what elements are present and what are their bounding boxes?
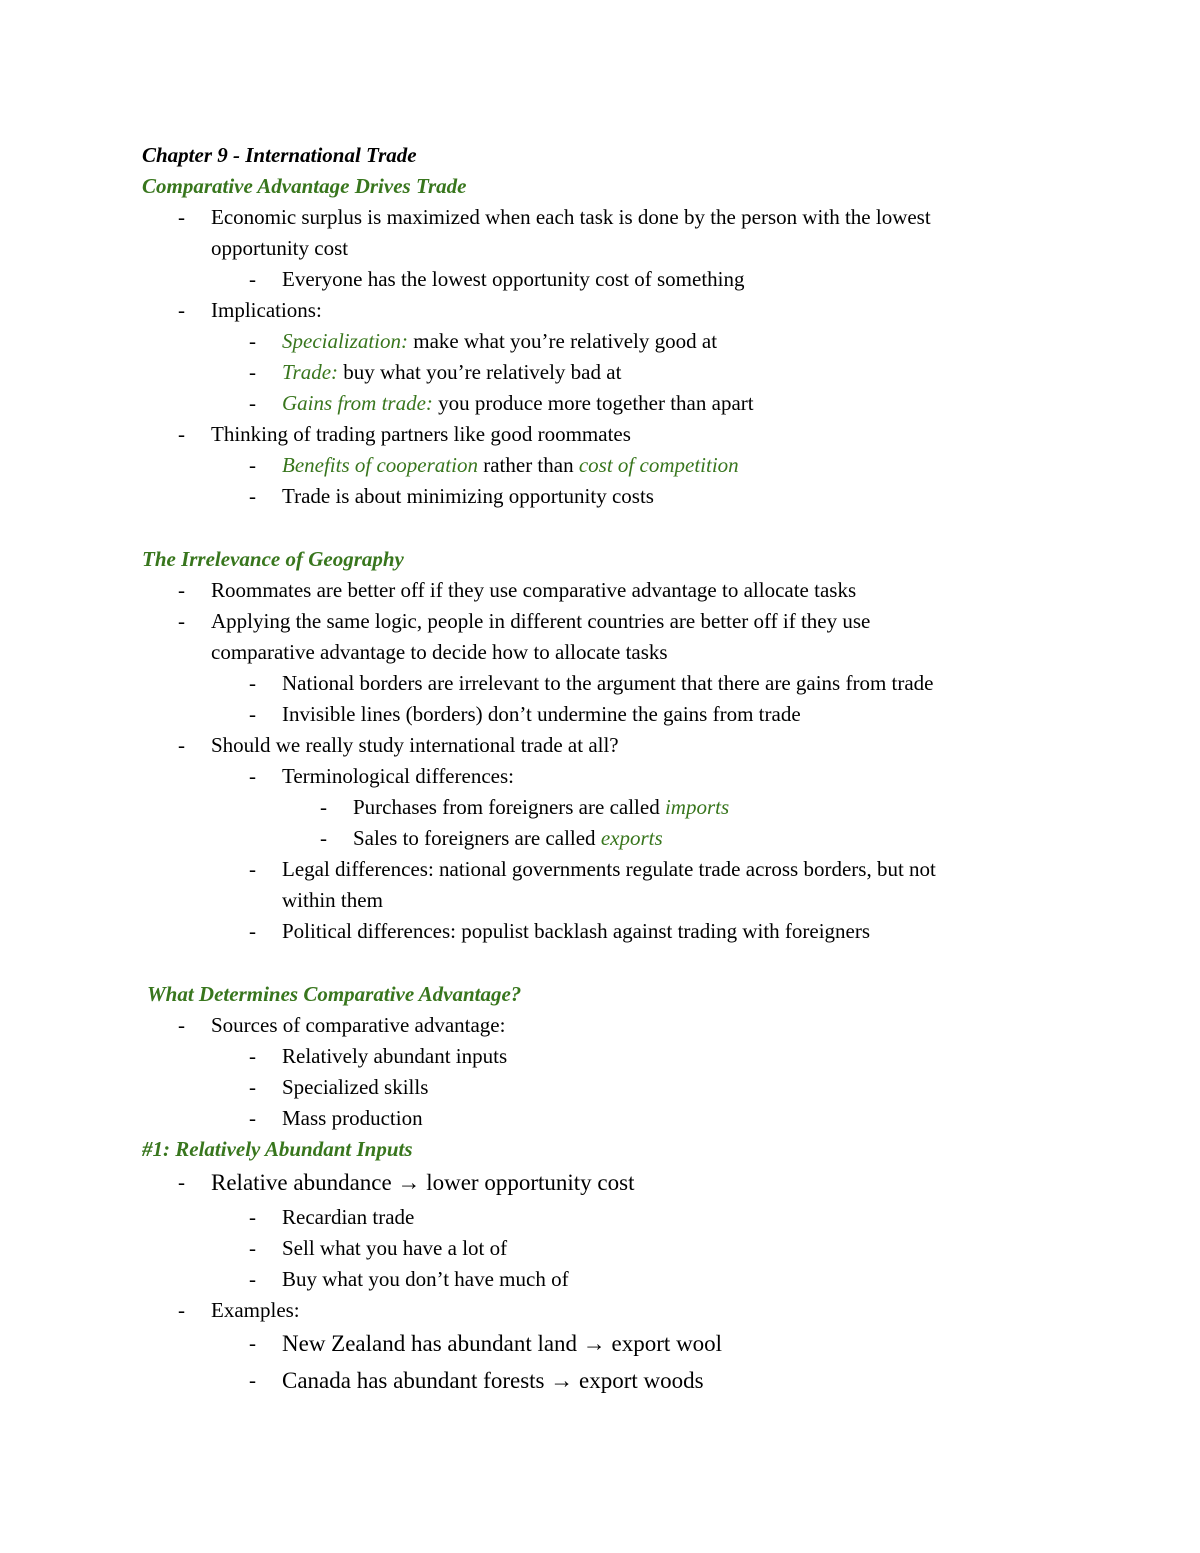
sub-bullet-text: New Zealand has abundant land → export wool [282, 1331, 723, 1356]
sub-bullet-gains-from-trade [282, 388, 754, 419]
bullet-text: Thinking of trading partners like good roommates [211, 422, 631, 446]
term-exports: exports [600, 826, 663, 850]
sub-sub-bullet-exports [353, 823, 663, 854]
sub-bullet-text: Trade is about minimizing opportunity costs [282, 484, 654, 508]
bullet-dash: - [178, 422, 185, 446]
term-definition: make what you’re relatively good at [407, 329, 718, 353]
bullet-text: Roommates are better off if they use comparative advantage to allocate tasks [211, 578, 857, 602]
sub-sub-bullet-imports [353, 792, 729, 823]
bullet-text: Sources of comparative advantage: [211, 1013, 506, 1037]
term-imports: imports [664, 795, 730, 819]
section-heading-comparative-advantage: Comparative Advantage Drives Trade [142, 174, 467, 198]
bullet-dash: - [249, 1075, 256, 1099]
sub-bullet-text: Canada has abundant forests → export woods [282, 1368, 704, 1393]
bullet-dash: - [249, 919, 256, 943]
bullet-text: Implications: [211, 298, 322, 322]
bullet-dash: - [249, 1106, 256, 1130]
bullet-dash: - [249, 1267, 256, 1291]
bullet-dash: - [178, 1170, 185, 1194]
bullet-dash: - [249, 857, 256, 881]
bullet-dash: - [249, 1044, 256, 1068]
bullet-dash: - [249, 764, 256, 788]
sub-bullet-text: National borders are irrelevant to the argument that there are gains from trade [282, 671, 934, 695]
bullet-dash: - [249, 484, 256, 508]
sub-bullet-text: Mass production [282, 1106, 423, 1130]
sub-bullet-text: Specialized skills [282, 1075, 429, 1099]
section-heading-irrelevance-of-geography: The Irrelevance of Geography [142, 547, 404, 571]
sub-bullet-text: Everyone has the lowest opportunity cost of something [282, 267, 745, 291]
term-trade: Trade: [282, 360, 339, 384]
bullet-dash: - [178, 1298, 185, 1322]
bullet-dash: - [178, 205, 185, 229]
term-gains-from-trade: Gains from trade: [282, 391, 433, 415]
sub-bullet-text-continued: within them [282, 888, 383, 912]
sub-bullet-text: Political differences: populist backlash against trading with foreigners [282, 919, 871, 943]
bullet-text: Applying the same logic, people in different countries are better off if they use [211, 609, 871, 633]
section-heading-what-determines: What Determines Comparative Advantage? [147, 982, 522, 1006]
term-definition: you produce more together than apart [432, 391, 754, 415]
bullet-dash: - [249, 267, 256, 291]
sub-bullet-text: Invisible lines (borders) don’t undermine the gains from trade [282, 702, 801, 726]
section-heading-abundant-inputs: #1: Relatively Abundant Inputs [142, 1137, 413, 1161]
connector-text: rather than [477, 453, 579, 477]
term-benefits-of-cooperation: Benefits of cooperation [282, 453, 478, 477]
sub-bullet-text: Sell what you have a lot of [282, 1236, 508, 1260]
bullet-text: Economic surplus is maximized when each task is done by the person with the lowest [211, 205, 931, 229]
term-definition: buy what you’re relatively bad at [338, 360, 622, 384]
bullet-text: Purchases from foreigners are called [353, 795, 665, 819]
sub-bullet-trade [282, 357, 621, 388]
sub-bullet-text: Recardian trade [282, 1205, 415, 1229]
bullet-dash: - [249, 360, 256, 384]
bullet-text: Examples: [211, 1298, 300, 1322]
sub-bullet-specialization [282, 326, 717, 357]
bullet-dash: - [249, 1368, 256, 1392]
bullet-dash: - [178, 298, 185, 322]
bullet-dash: - [249, 391, 256, 415]
bullet-text-continued: opportunity cost [211, 236, 349, 260]
bullet-dash: - [249, 453, 256, 477]
bullet-dash: - [249, 671, 256, 695]
term-cost-of-competition: cost of competition [578, 453, 739, 477]
bullet-text: Relative abundance → lower opportunity cost [211, 1170, 635, 1195]
bullet-dash: - [249, 702, 256, 726]
bullet-dash: - [178, 578, 185, 602]
bullet-dash: - [178, 733, 185, 757]
sub-bullet-cooperation [282, 450, 739, 481]
bullet-dash: - [320, 795, 327, 819]
bullet-dash: - [249, 1205, 256, 1229]
bullet-dash: - [178, 1013, 185, 1037]
bullet-dash: - [320, 826, 327, 850]
page-title: Chapter 9 - International Trade [142, 143, 417, 167]
sub-bullet-text: Buy what you don’t have much of [282, 1267, 569, 1291]
term-specialization: Specialization: [282, 329, 408, 353]
bullet-dash: - [178, 609, 185, 633]
bullet-text: Sales to foreigners are called [353, 826, 601, 850]
bullet-dash: - [249, 1331, 256, 1355]
sub-bullet-text: Terminological differences: [282, 764, 514, 788]
bullet-text: Should we really study international trade at all? [211, 733, 619, 757]
bullet-text-continued: comparative advantage to decide how to allocate tasks [211, 640, 668, 664]
bullet-dash: - [249, 1236, 256, 1260]
bullet-dash: - [249, 329, 256, 353]
sub-bullet-text: Legal differences: national governments regulate trade across borders, but not [282, 857, 936, 881]
sub-bullet-text: Relatively abundant inputs [282, 1044, 508, 1068]
